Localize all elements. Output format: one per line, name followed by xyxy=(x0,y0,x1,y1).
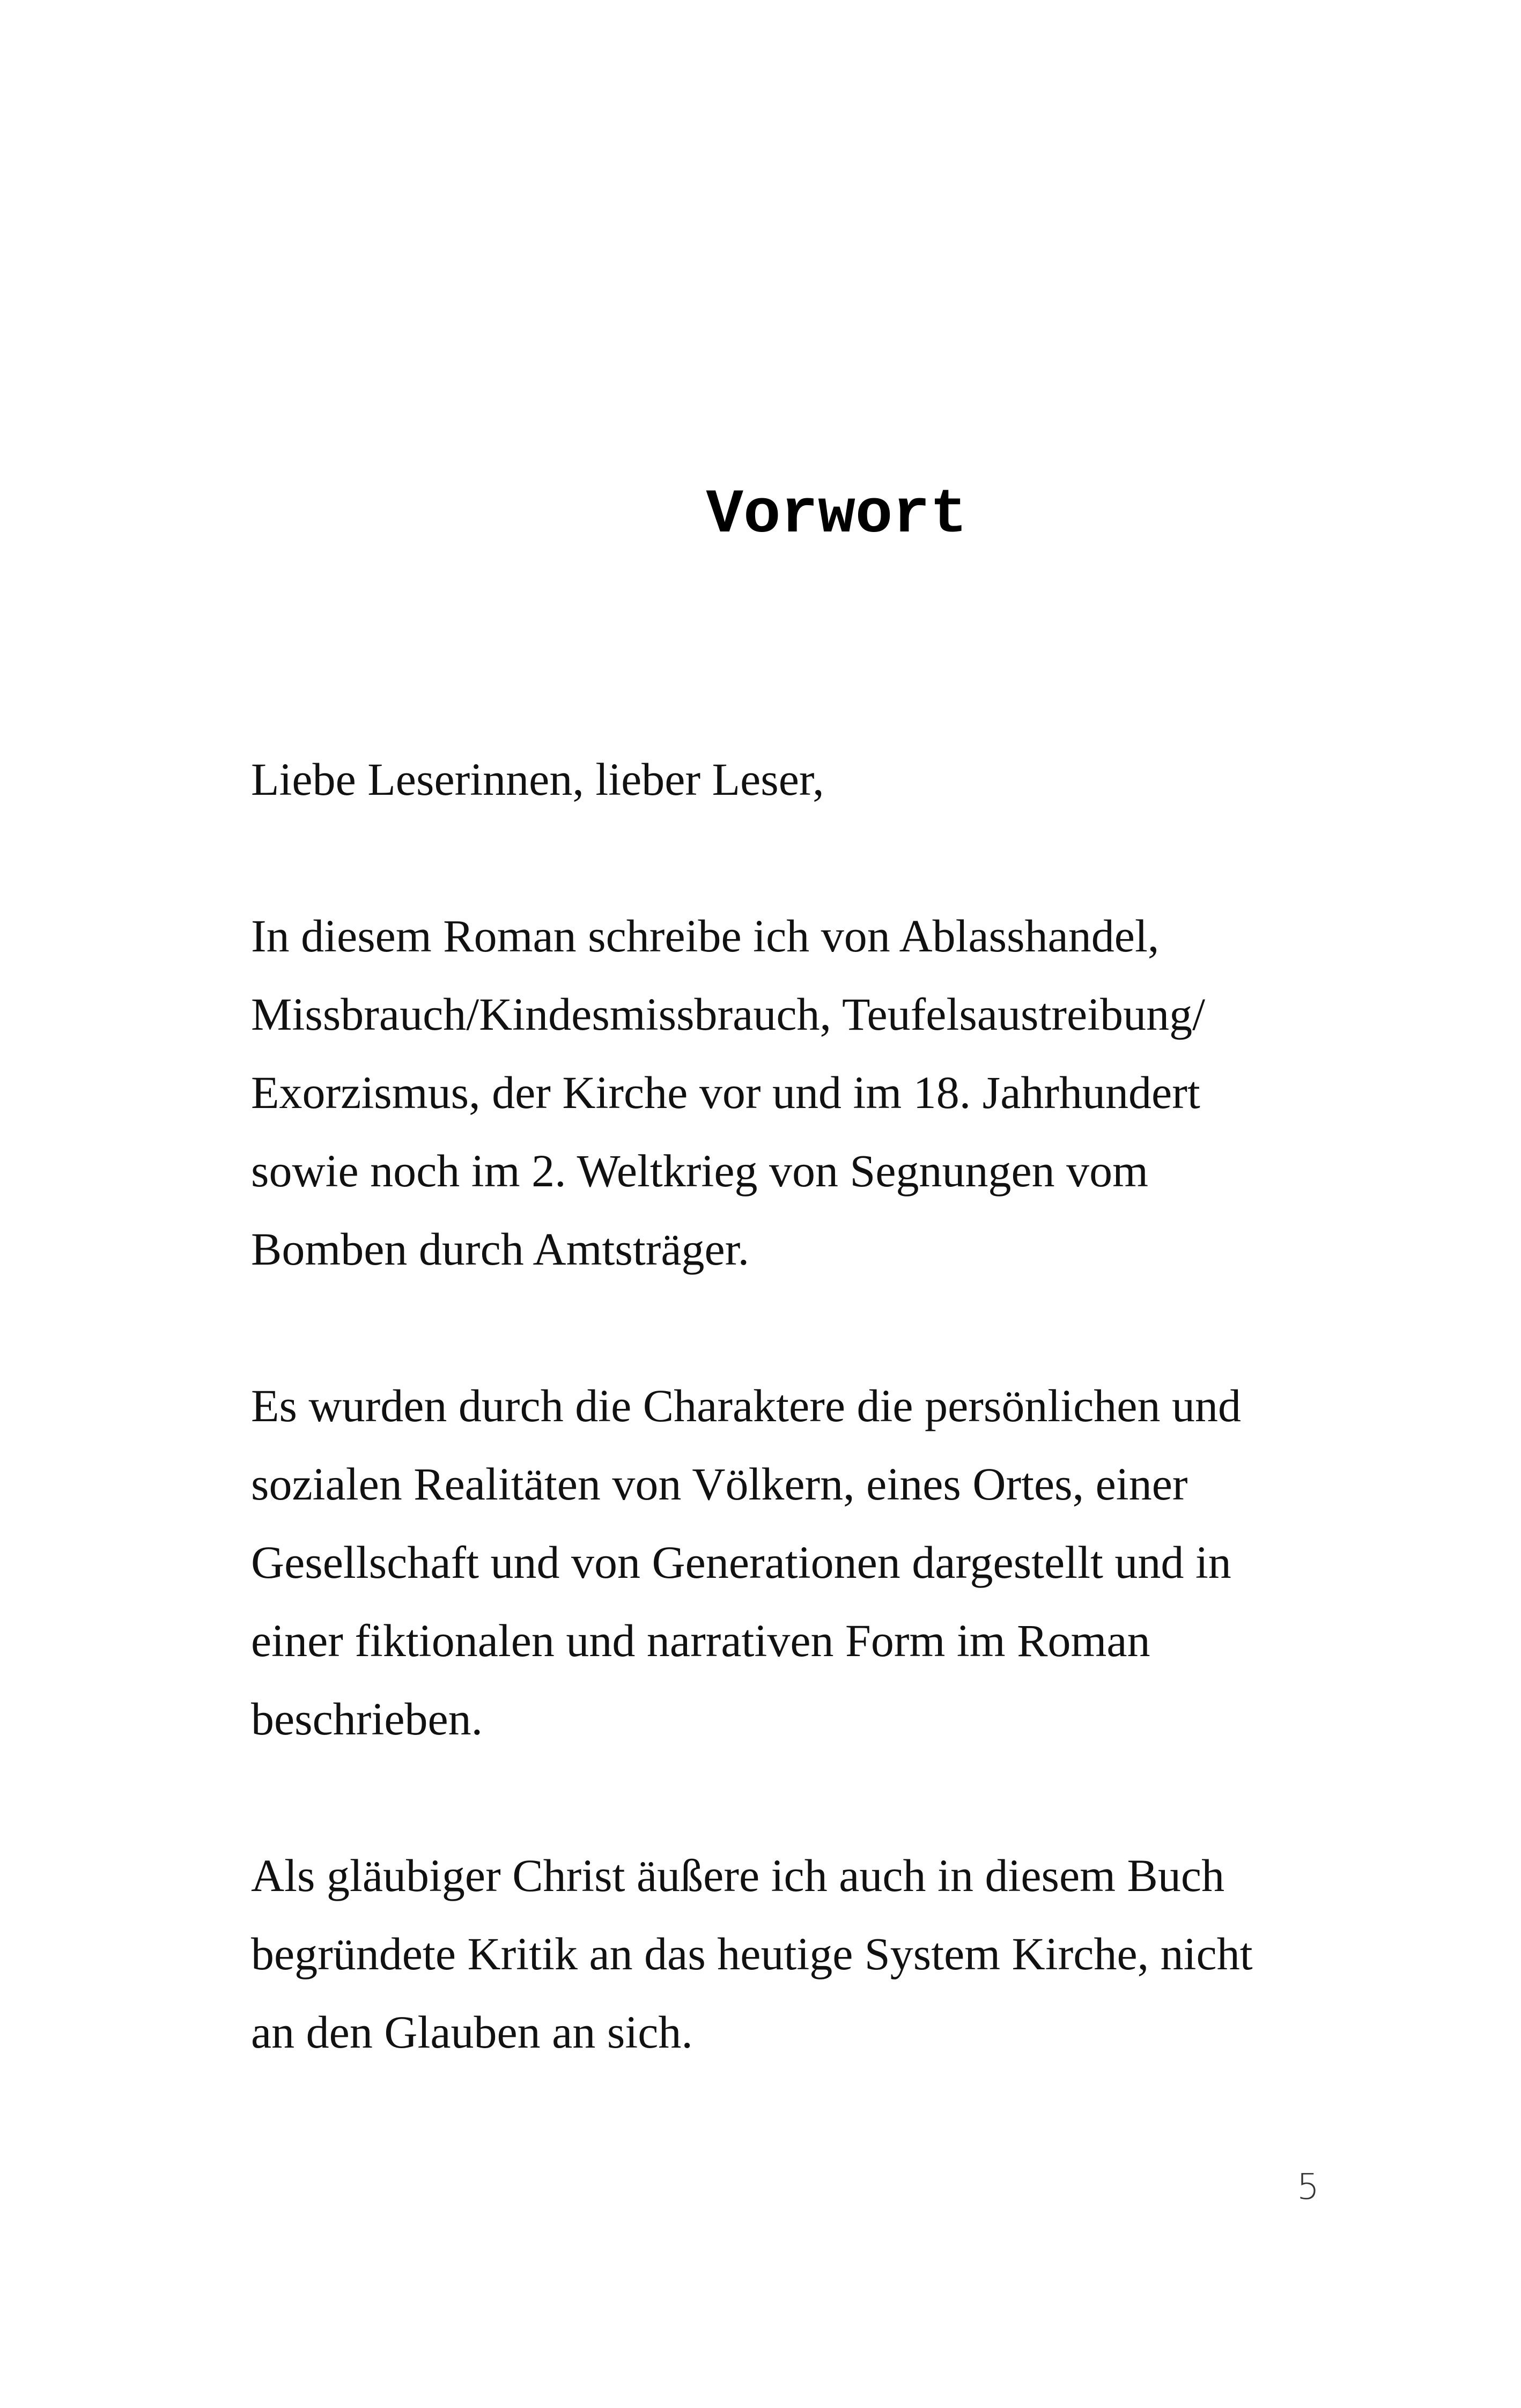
paragraph-spacer xyxy=(251,1288,1377,1366)
paragraph-characters xyxy=(251,1366,1377,1758)
text-line: sozialen Realitäten von Völkern, eines Ortes, einer xyxy=(251,1458,1188,1510)
text-line: In diesem Roman schreibe ich von Ablasshandel, xyxy=(251,910,1160,962)
text-line: Als gläubiger Christ äußere ich auch in diesem Buch xyxy=(251,1850,1225,1901)
text-line: einer fiktionalen und narrativen Form im Roman xyxy=(251,1615,1150,1666)
paragraph-spacer xyxy=(251,818,1377,897)
text-line: Exorzismus, der Kirche vor und im 18. Jahrhundert xyxy=(251,1067,1200,1118)
paragraph-spacer xyxy=(251,1758,1377,1836)
text-line: Gesellschaft und von Generationen dargestellt und in xyxy=(251,1537,1231,1588)
paragraph-topics xyxy=(251,897,1377,1288)
text-line: an den Glauben an sich. xyxy=(251,2006,693,2058)
text-line: sowie noch im 2. Weltkrieg von Segnungen vom xyxy=(251,1145,1149,1196)
page-title: Vorwort xyxy=(706,479,968,550)
text-line: beschrieben. xyxy=(251,1693,483,1745)
page-number: 5 xyxy=(1297,2166,1319,2207)
paragraph-greeting xyxy=(251,740,1377,818)
body-text xyxy=(251,740,1377,2071)
text-line: Liebe Leserinnen, lieber Leser, xyxy=(251,754,824,805)
paragraph-critique xyxy=(251,1836,1377,2071)
text-line: Missbrauch/Kindesmissbrauch, Teufelsaustreibung/ xyxy=(251,988,1205,1040)
text-line: Bomben durch Amtsträger. xyxy=(251,1223,750,1275)
text-line: begründete Kritik an das heutige System Kirche, nicht xyxy=(251,1928,1253,1979)
text-line: Es wurden durch die Charaktere die persönlichen und xyxy=(251,1380,1241,1431)
